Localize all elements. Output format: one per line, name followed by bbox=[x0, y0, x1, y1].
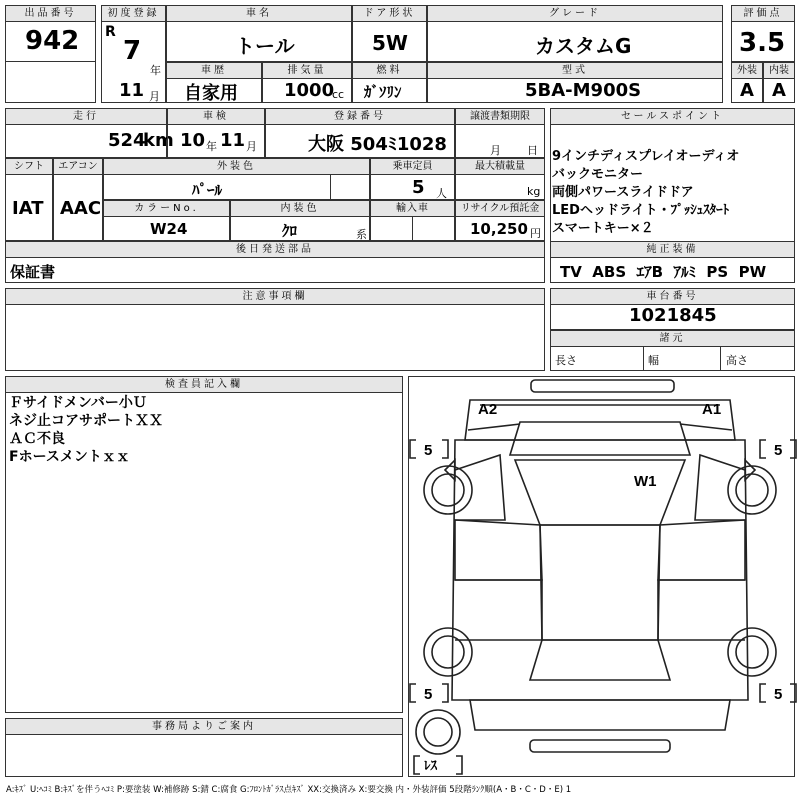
exterior-color: ﾊﾟｰﾙ bbox=[192, 181, 223, 199]
transfer-doc-month-unit: 月 bbox=[490, 144, 501, 157]
exterior-grade-header: 外装 bbox=[731, 62, 763, 79]
mileage-unit: km bbox=[143, 130, 174, 151]
recycle-unit: 円 bbox=[530, 227, 541, 240]
tire-rear-left-tread: 5 bbox=[424, 686, 433, 703]
color-no-header: カラーNo. bbox=[103, 200, 230, 217]
inspection-year-unit: 年 bbox=[206, 140, 217, 153]
sales-point: バックモニター bbox=[552, 167, 644, 182]
inspection-year: 10 bbox=[180, 130, 206, 151]
spec-width-label: 幅 bbox=[648, 354, 659, 367]
spare-tire-mark: ﾚｽ bbox=[424, 758, 437, 773]
sales-points-header: セールスポイント bbox=[550, 108, 795, 125]
exterior-color-header: 外装色 bbox=[103, 158, 370, 175]
import-header: 輸入車 bbox=[370, 200, 455, 217]
door-type: 5W bbox=[372, 31, 408, 55]
first-reg-year: 7 bbox=[123, 36, 142, 66]
tire-front-left-tread: 5 bbox=[424, 442, 433, 459]
lot-number: 942 bbox=[25, 26, 80, 56]
score: 3.5 bbox=[739, 28, 786, 58]
transfer-doc-header: 譲渡書類期限 bbox=[455, 108, 545, 125]
inspector-note: Fホースメントｘｘ bbox=[9, 449, 130, 465]
chassis-no: 1021845 bbox=[629, 305, 717, 326]
first-reg-year-unit: 年 bbox=[150, 64, 161, 77]
spec-height-label: 高さ bbox=[726, 354, 748, 367]
spec-length-label: 長さ bbox=[555, 354, 577, 367]
recycle-header: リサイクル預託金 bbox=[455, 200, 545, 217]
max-load-unit: kg bbox=[527, 185, 541, 198]
model-header: 型式 bbox=[427, 62, 723, 79]
sales-point: スマートキー×２ bbox=[552, 221, 654, 236]
displacement-header: 排気量 bbox=[262, 62, 352, 79]
aircon-header: エアコン bbox=[53, 158, 103, 175]
inspector-note: Ｆサイドメンバー小Ｕ bbox=[9, 395, 147, 411]
specs-header: 諸元 bbox=[550, 330, 795, 347]
sales-point: 9インチディスプレイオーディオ bbox=[552, 149, 740, 164]
inspector-header: 検査員記入欄 bbox=[5, 376, 403, 393]
history-header: 車歴 bbox=[166, 62, 262, 79]
displacement-unit: cc bbox=[332, 88, 345, 101]
inspection-header: 車検 bbox=[167, 108, 265, 125]
lot-number-header: 出品番号 bbox=[5, 5, 96, 22]
color-no: W24 bbox=[150, 220, 188, 238]
sales-point: 両側パワースライドドア bbox=[552, 185, 694, 200]
inspection-month-unit: 月 bbox=[246, 140, 257, 153]
mileage-value: 524 bbox=[108, 130, 146, 151]
mark-w1: W1 bbox=[634, 473, 657, 490]
capacity-unit: 人 bbox=[436, 187, 447, 200]
first-reg-month: 11 bbox=[119, 80, 145, 101]
grade-header: グレード bbox=[427, 5, 723, 22]
score-header: 評価点 bbox=[731, 5, 795, 22]
displacement-value: 1000 bbox=[284, 80, 335, 101]
first-reg-header: 初度登録 bbox=[101, 5, 166, 22]
transfer-doc-day-unit: 日 bbox=[527, 144, 538, 157]
car-name-header: 車名 bbox=[166, 5, 352, 22]
mark-a2: A2 bbox=[478, 401, 498, 418]
history: 自家用 bbox=[184, 83, 238, 104]
model: 5BA-M900S bbox=[525, 80, 642, 101]
aircon: AAC bbox=[60, 198, 102, 219]
first-reg-era: R bbox=[105, 24, 116, 40]
inspection-month: 11 bbox=[220, 130, 246, 151]
grade: カスタムG bbox=[535, 34, 632, 58]
fuel-header: 燃料 bbox=[352, 62, 427, 79]
first-reg-month-unit: 月 bbox=[149, 90, 160, 103]
interior-grade-header: 内装 bbox=[763, 62, 795, 79]
later-parts-header: 後日発送部品 bbox=[5, 241, 545, 258]
interior-color-unit: 系 bbox=[356, 228, 367, 241]
shift: IAT bbox=[12, 198, 44, 219]
interior-color-header: 内装色 bbox=[230, 200, 370, 217]
capacity-value: 5 bbox=[412, 177, 425, 198]
reg-no-header: 登録番号 bbox=[265, 108, 455, 125]
genuine-equipment-header: 純正装備 bbox=[550, 241, 795, 258]
mark-a1: A1 bbox=[702, 401, 722, 418]
shift-header: シフト bbox=[5, 158, 53, 175]
interior-grade: A bbox=[772, 80, 786, 101]
exterior-grade: A bbox=[740, 80, 754, 101]
max-load-header: 最大積載量 bbox=[455, 158, 545, 175]
tire-rear-right-tread: 5 bbox=[774, 686, 783, 703]
later-parts: 保証書 bbox=[10, 263, 56, 281]
fuel: ｶﾞｿﾘﾝ bbox=[364, 83, 402, 101]
notes-header: 注意事項欄 bbox=[5, 288, 545, 305]
interior-color: ｸﾛ bbox=[282, 222, 298, 240]
inspector-note: ＡＣ不良 bbox=[9, 431, 65, 447]
car-name: トール bbox=[235, 34, 295, 58]
genuine-equipment: TV ABS ｴｱB ｱﾙﾐ PS PW bbox=[560, 263, 767, 281]
door-header: ドア形状 bbox=[352, 5, 427, 22]
recycle-value: 10,250 bbox=[470, 220, 528, 238]
mileage-header: 走行 bbox=[5, 108, 167, 125]
capacity-header: 乗車定員 bbox=[370, 158, 455, 175]
legend: A:ｷｽﾞ U:ﾍｺﾐ B:ｷｽﾞを伴うﾍｺﾐ P:要塗装 W:補修跡 S:錆 C:腐食 G:ﾌﾛﾝﾄｶﾞﾗｽ点ｷｽﾞ XX:交換済み X:要交換 内・外装評価 5段階ﾗﾝｸ順(A・B・C・D・E) 1 bbox=[6, 785, 572, 795]
chassis-no-header: 車台番号 bbox=[550, 288, 795, 305]
tire-front-right-tread: 5 bbox=[774, 442, 783, 459]
office-header: 事務局よりご案内 bbox=[5, 718, 403, 735]
reg-no: 大阪 504ﾐ1028 bbox=[308, 134, 447, 155]
inspector-note: ネジ止コアサポートＸＸ bbox=[9, 413, 163, 429]
sales-point: LEDヘッドライト・ﾌﾟｯｼｭｽﾀｰﾄ bbox=[552, 203, 730, 218]
